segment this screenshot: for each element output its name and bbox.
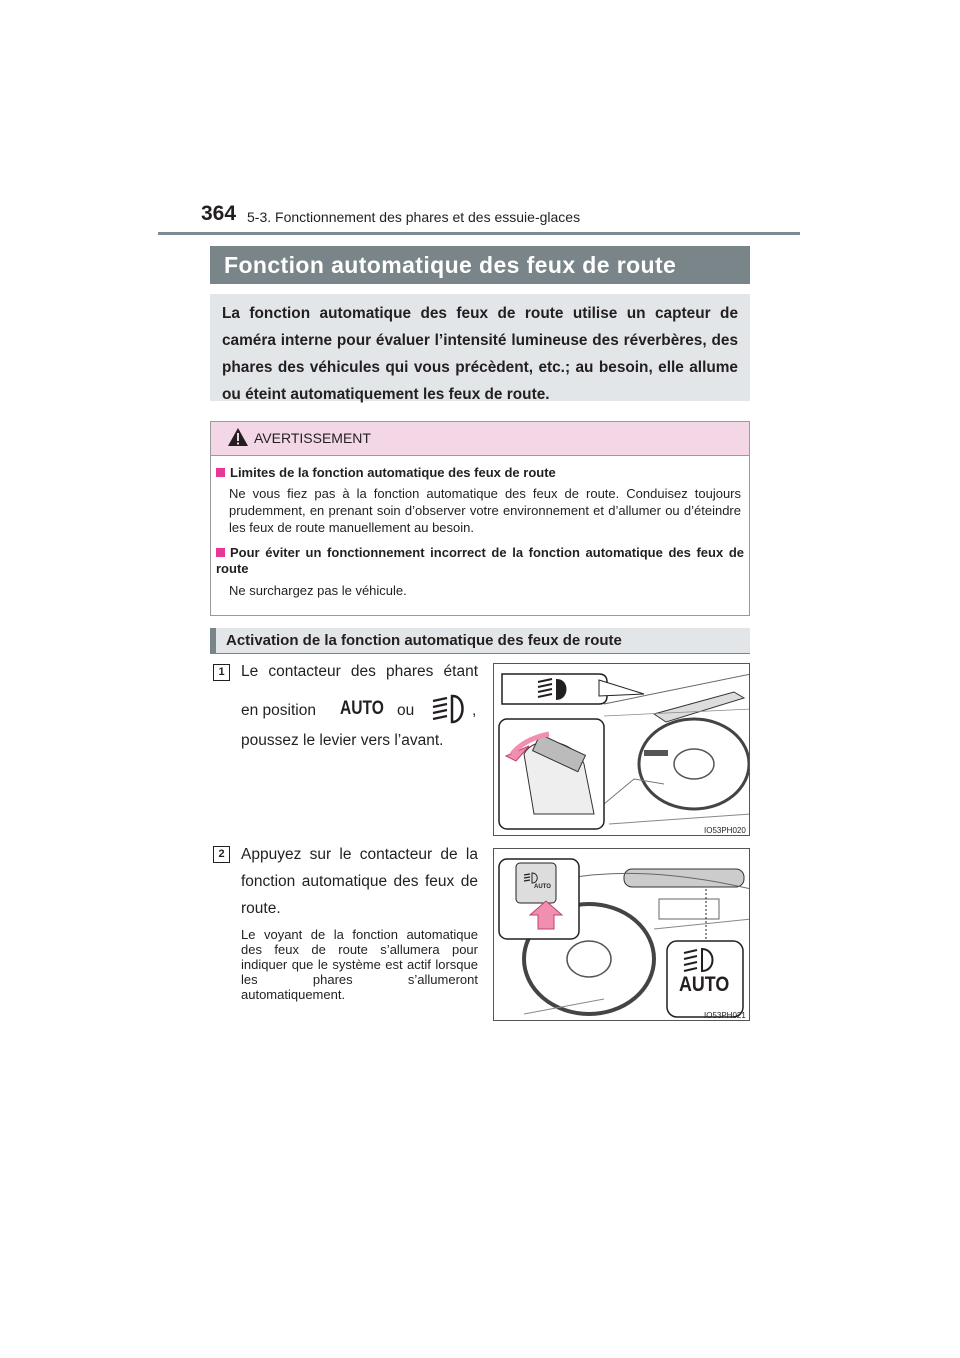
step-text: ou	[397, 702, 415, 719]
running-header: 5-3. Fonctionnement des phares et des essuie-glaces	[247, 209, 581, 225]
step-note: Le voyant de la fonction automatique des feux de route s’allumera pour indiquer que le système est actif lorsque les phares s’allumeront automatiquement.	[241, 927, 478, 1002]
bullet-square-icon	[216, 468, 225, 477]
figure-code: IO53PH020	[704, 826, 746, 835]
figure-code: IO53PH021	[704, 1011, 746, 1020]
header-rule	[158, 232, 800, 235]
warning-heading: AVERTISSEMENT	[254, 430, 371, 446]
step-number: 1	[213, 664, 230, 681]
dashboard-illustration	[494, 664, 750, 836]
warning-item-title: Pour éviter un fonctionnement incorrect de la fonction automatique des feux de route	[216, 545, 744, 576]
figure-headlight-lever	[493, 663, 750, 836]
step-number: 2	[213, 846, 230, 863]
step-text: Le contacteur des phares étant	[241, 663, 478, 680]
step-text: ,	[472, 702, 477, 719]
figure-auto-switch	[493, 848, 750, 1021]
intro-text: La fonction automatique des feux de route utilise un capteur de caméra interne pour évaluer l’intensité lumineuse des réverbères, des phares des véhicules qui vous précèdent, etc.; au besoin, elle allume ou éteint automatiquement les feux de route.	[222, 305, 738, 403]
intro-box	[210, 294, 750, 401]
warning-header	[211, 422, 749, 456]
switch-label: AUTO	[534, 884, 551, 890]
section-title-bar	[210, 246, 750, 284]
subsection-title: Activation de la fonction automatique des feux de route	[226, 632, 622, 649]
warning-item-body: Ne surchargez pas le véhicule.	[229, 583, 407, 598]
subsection-bar	[210, 628, 750, 654]
warning-box	[210, 421, 750, 616]
warning-item-body: Ne vous fiez pas à la fonction automatique des feux de route. Conduisez toujours prudemment, en prenant soin d’observer votre environnement et d’allumer ou d’éteindre les feux de route manuellement au besoin.	[229, 486, 741, 535]
step-text: en position	[241, 702, 316, 719]
step-text: poussez le levier vers l’avant.	[241, 732, 444, 749]
warning-item-title: Limites de la fonction automatique des feux de route	[216, 465, 744, 481]
auto-symbol: AUTO	[340, 698, 384, 719]
indicator-label: AUTO	[679, 973, 730, 996]
warning-triangle-icon	[227, 427, 249, 447]
section-title: Fonction automatique des feux de route	[224, 252, 677, 278]
step-text: Appuyez sur le contacteur de la fonction automatique des feux de route.	[241, 846, 478, 917]
subsection-rule	[210, 653, 750, 654]
headlight-icon	[430, 692, 470, 726]
bullet-square-icon	[216, 548, 225, 557]
page-number: 364	[201, 202, 237, 225]
